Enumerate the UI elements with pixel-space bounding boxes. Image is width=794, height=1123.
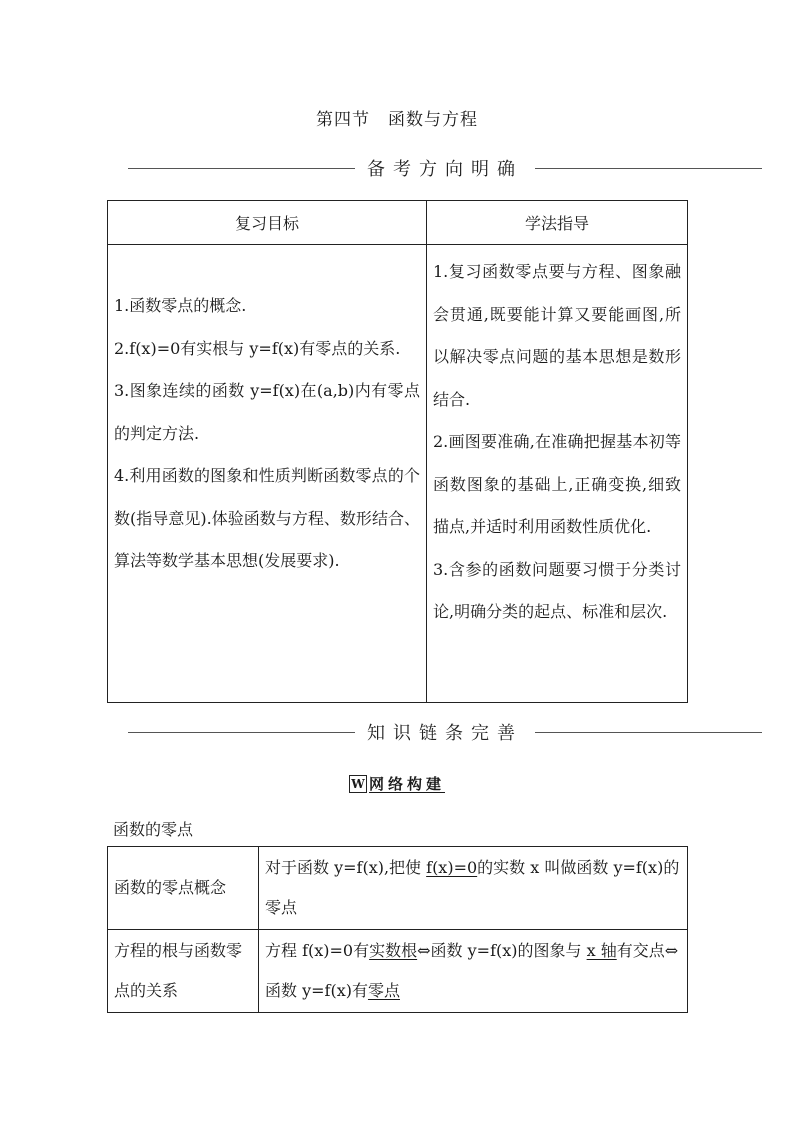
row-head: 方程的根与函数零点的关系 (108, 930, 259, 1013)
page-title: 第四节 函数与方程 (316, 110, 478, 130)
underlined-term: x 轴 (586, 941, 617, 960)
goals-cell (108, 245, 427, 703)
list-item: 3.含参的函数问题要习惯于分类讨论,明确分类的起点、标准和层次. (433, 559, 681, 621)
zero-point-table (107, 846, 688, 1013)
review-plan-table (107, 200, 688, 703)
row-head: 函数的零点概念 (108, 847, 259, 930)
underlined-term: 实数根 (369, 941, 418, 960)
divider-left (128, 732, 355, 733)
section-heading: 备考方向明确 (367, 159, 523, 180)
row-content: 对于函数 y=f(x),把使 f(x)=0的实数 x 叫做函数 y=f(x)的零点 (259, 847, 688, 930)
underlined-term: f(x)=0 (426, 858, 478, 877)
column-header-goals: 复习目标 (108, 201, 427, 245)
section-banner-knowledge (128, 720, 762, 744)
list-item: 3.图象连续的函数 y=f(x)在(a,b)内有零点的判定方法. (114, 381, 420, 443)
divider-right (535, 732, 762, 733)
list-item: 4.利用函数的图象和性质判断函数零点的个数(指导意见).体验函数与方程、数形结合、算法等数学基本思想(发展要求). (114, 466, 420, 570)
row-content: 方程 f(x)=0有实数根⇔函数 y=f(x)的图象与 x 轴有交点⇔函数 y=f(x)有零点 (259, 930, 688, 1013)
zero-label: 函数的零点 (113, 820, 194, 839)
divider-left (128, 168, 355, 169)
w-badge-icon: W (349, 775, 367, 793)
divider-right (535, 168, 762, 169)
list-item: 1.复习函数零点要与方程、图象融会贯通,既要能计算又要能画图,所以解决零点问题的基本思想是数形结合. (433, 262, 681, 409)
table-row (108, 245, 688, 703)
network-heading (0, 773, 794, 794)
network-heading-text: 网络构建 (368, 775, 445, 793)
table-row (108, 930, 688, 1013)
methods-cell (427, 245, 688, 703)
list-item: 2.f(x)=0有实根与 y=f(x)有零点的关系. (114, 338, 401, 358)
list-item: 1.函数零点的概念. (114, 296, 247, 315)
table-header-row (108, 201, 688, 245)
table-row (108, 847, 688, 930)
column-header-methods: 学法指导 (427, 201, 688, 245)
underlined-term: 零点 (367, 981, 400, 1000)
section-banner-preparation (128, 156, 762, 180)
section-heading: 知识链条完善 (367, 723, 523, 744)
list-item: 2.画图要准确,在准确把握基本初等函数图象的基础上,正确变换,细致描点,并适时利用函数性质优化. (433, 432, 681, 536)
